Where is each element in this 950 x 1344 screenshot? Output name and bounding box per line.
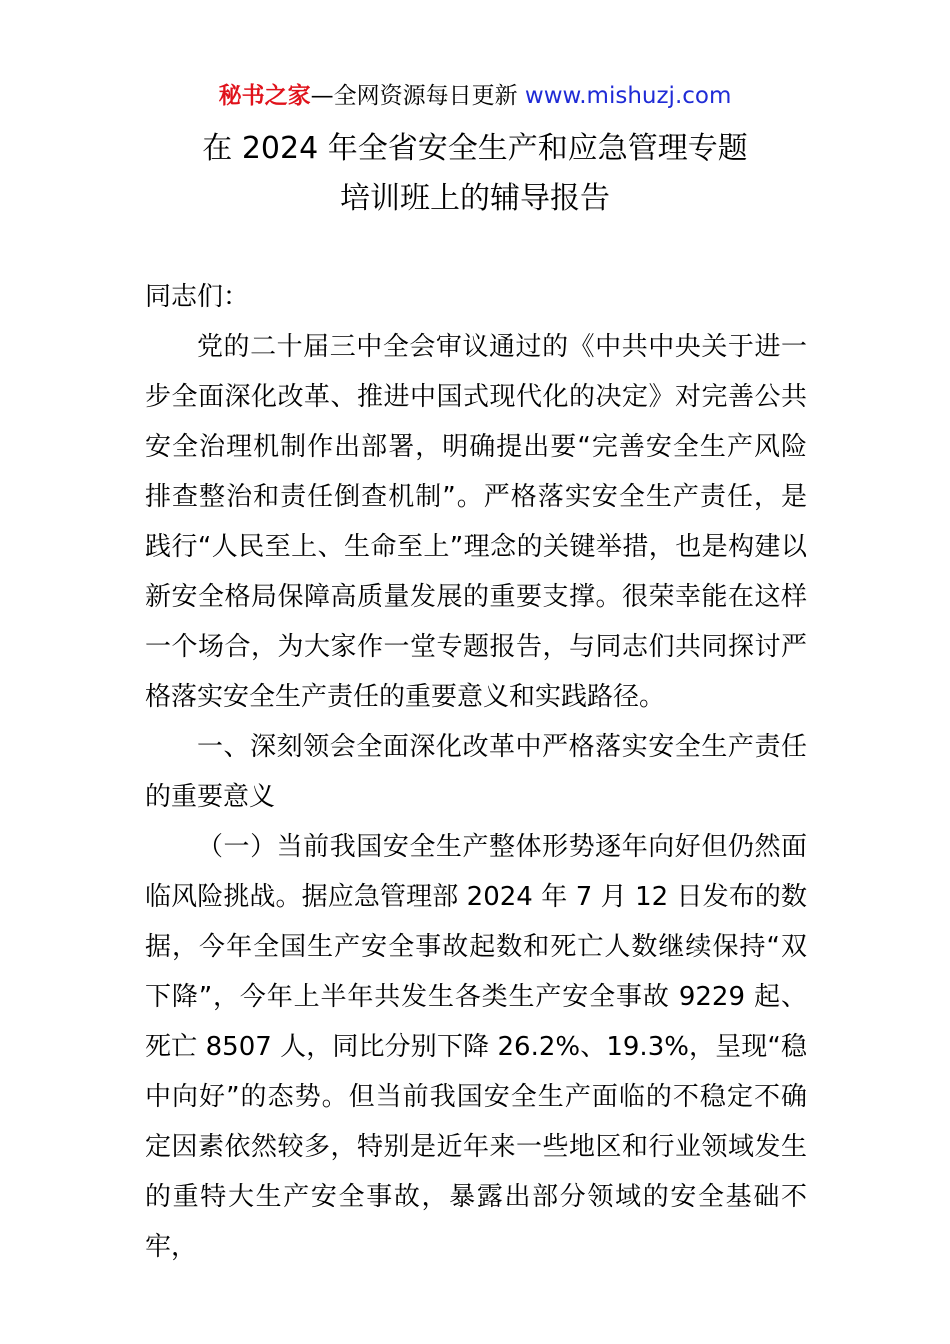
document-body — [145, 272, 807, 1272]
site-url-link[interactable]: www.mishuzj.com — [524, 83, 732, 109]
salutation: 同志们： — [145, 282, 250, 312]
subsection-paragraph-1: （一）当前我国安全生产整体形势逐年向好但仍然面临风险挑战。据应急管理部 2024 年 7 月 12 日发布的数据，今年全国生产安全事故起数和死亡人数继续保持“双下降”，今年上半年共发生各类生产安全事故 9229 起、死亡 8507 人，同比分别下降 26.2%、19.3%，呈现“稳中向好”的态势。但当前我国安全生产面临的不稳定不确定因素依然较多，特别是近年来一些地区和行业领域发生的重特大生产安全事故，暴露出部分领域的安全基础不牢， — [145, 832, 807, 1262]
section-heading-1: 一、深刻领会全面深化改革中严格落实安全生产责任的重要意义 — [145, 732, 807, 812]
document-title-line-2: 培训班上的辅导报告 — [340, 181, 610, 216]
site-brand: 秘书之家 — [218, 83, 311, 109]
document-title — [0, 124, 950, 224]
site-tagline: —全网资源每日更新 — [310, 83, 525, 109]
site-header — [0, 80, 950, 112]
document-title-line-1: 在 2024 年全省安全生产和应急管理专题 — [202, 131, 748, 166]
intro-paragraph: 党的二十届三中全会审议通过的《中共中央关于进一步全面深化改革、推进中国式现代化的决定》对完善公共安全治理机制作出部署，明确提出要“完善安全生产风险排查整治和责任倒查机制”。严格落实安全生产责任，是践行“人民至上、生命至上”理念的关键举措，也是构建以新安全格局保障高质量发展的重要支撑。很荣幸能在这样一个场合，为大家作一堂专题报告，与同志们共同探讨严格落实安全生产责任的重要意义和实践路径。 — [145, 332, 807, 712]
